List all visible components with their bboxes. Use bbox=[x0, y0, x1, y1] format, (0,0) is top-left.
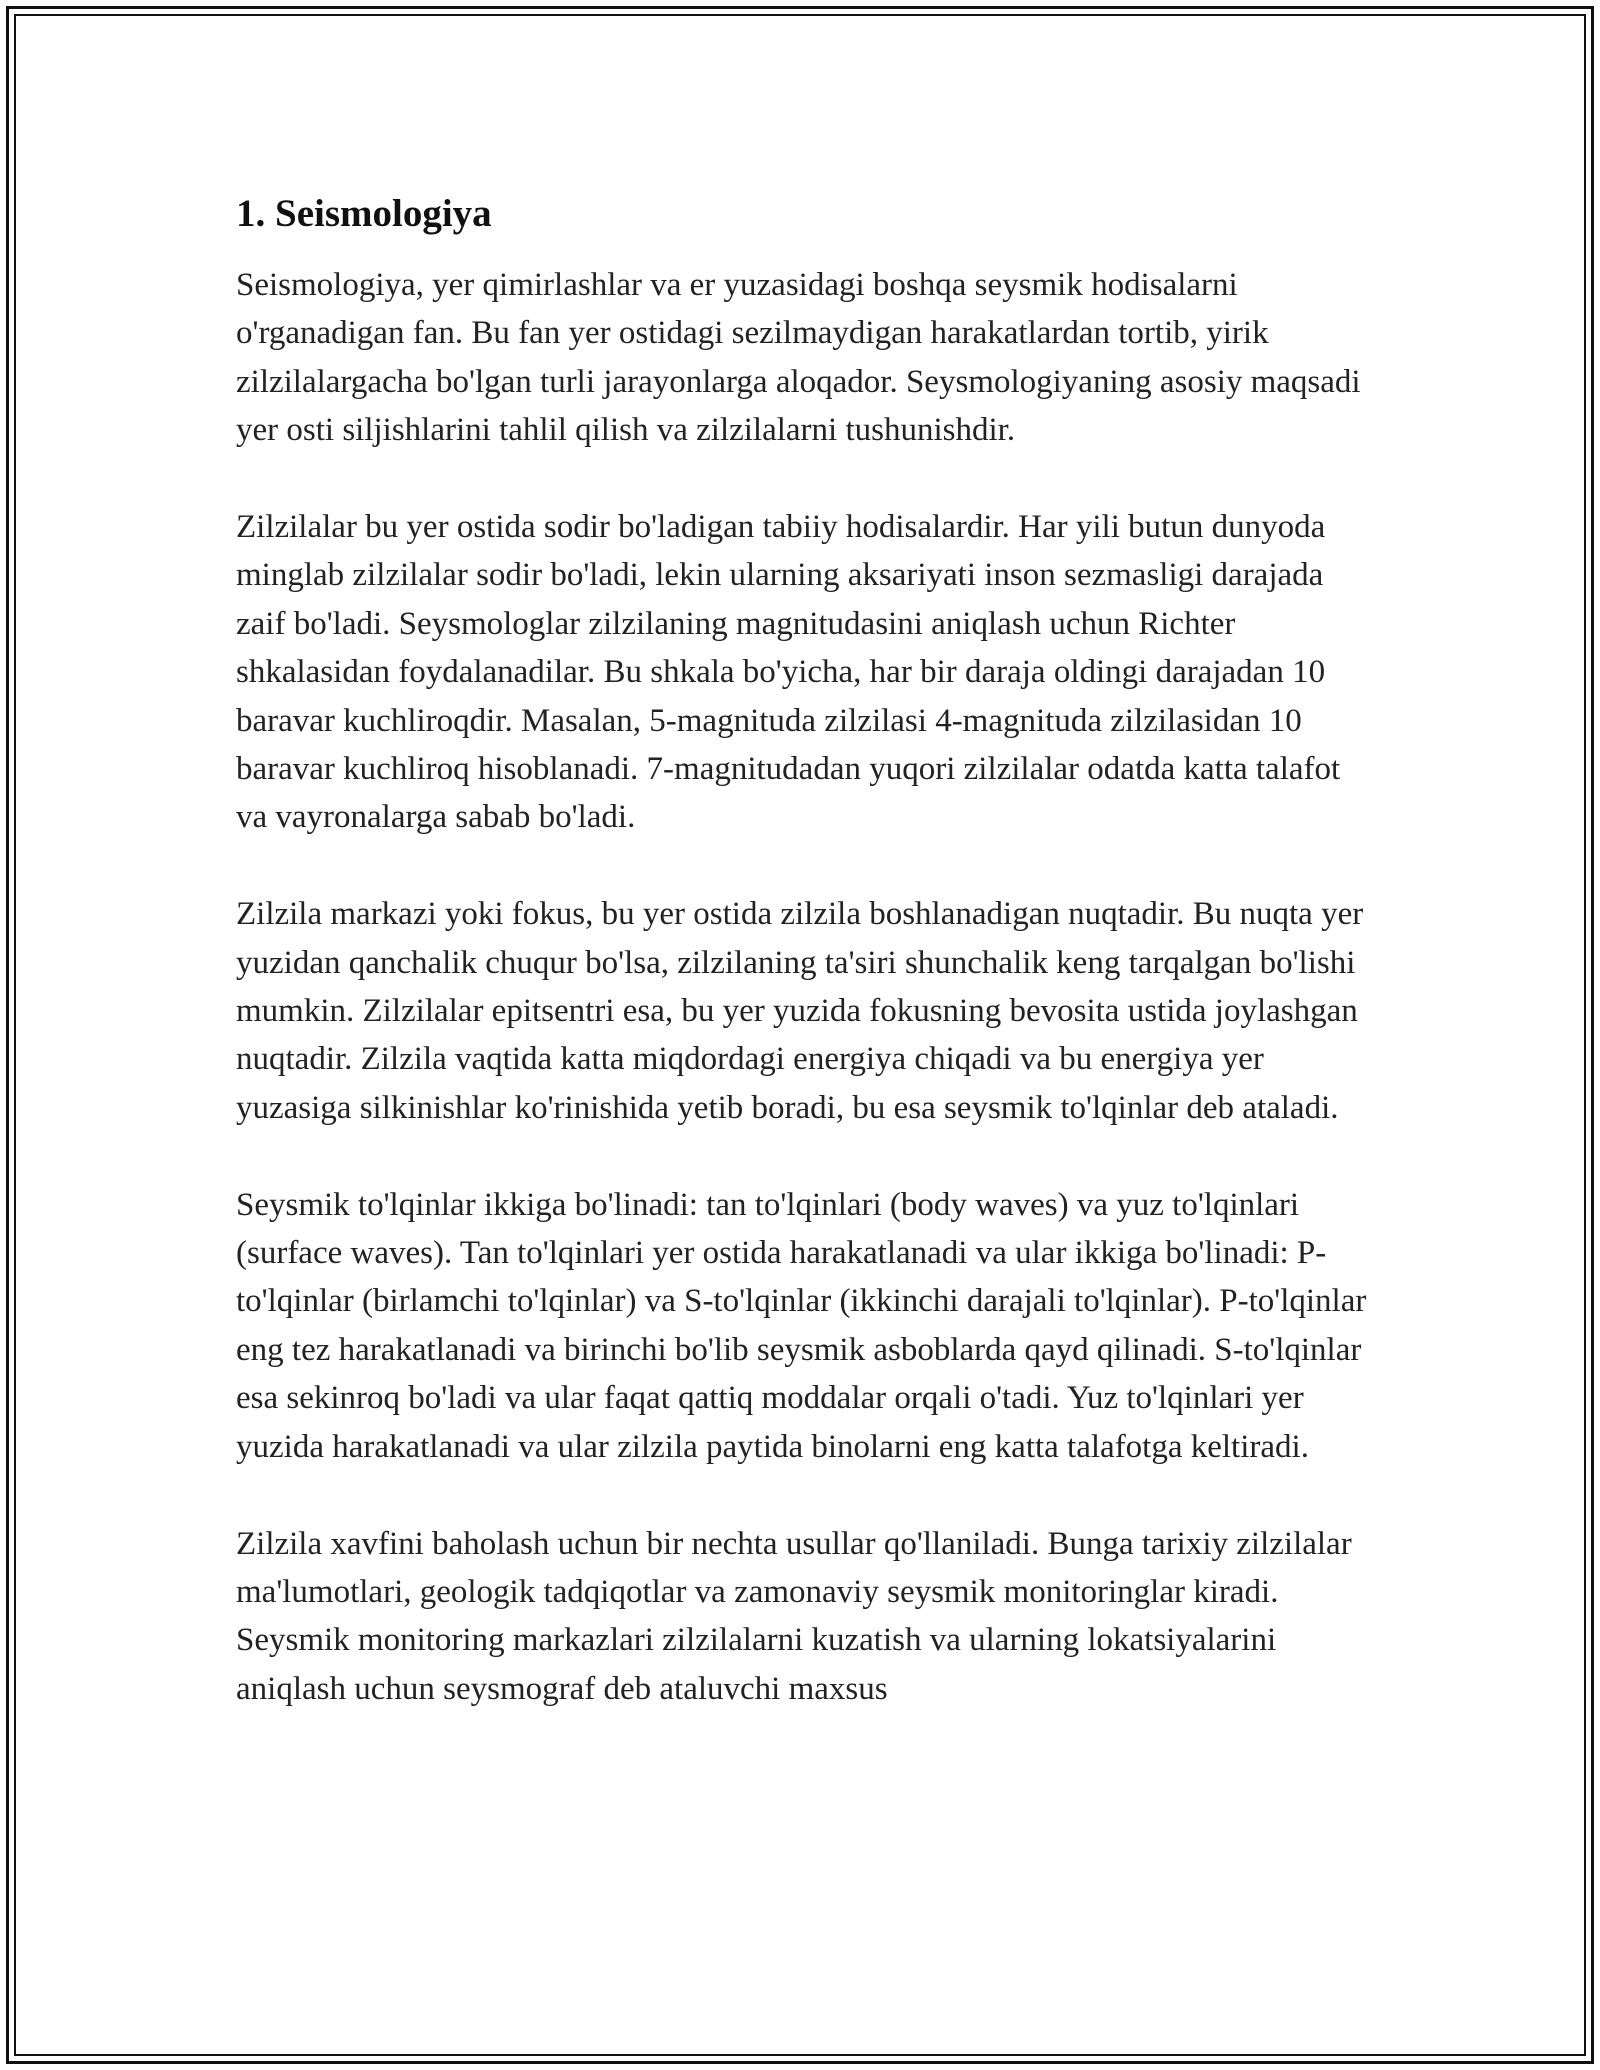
paragraph-risk-assessment: Zilzila xavfini baholash uchun bir nechta usullar qo'llaniladi. Bunga tarixiy zilzilalar ma'lumotlari, geologik tadqiqotlar va zamonaviy seysmik monitoringlar kiradi. Seysmik monitoring markazlari zilzilalarni kuzatish va ularning lokatsiyalarini aniqlash uchun seysmograf deb ataluvchi maxsus bbox=[236, 1525, 1352, 1707]
paragraph-earthquakes: Zilzilalar bu yer ostida sodir bo'ladigan tabiiy hodisalardir. Har yili butun dunyoda minglab zilzilalar sodir bo'ladi, lekin ularning aksariyati inson sezmasligi darajada zaif bo'ladi. Seysmologlar zilzilaning magnitudasini aniqlash uchun Richter shkalasidan foydalanadilar. Bu shkala bo'yicha, har bir daraja oldingi darajadan 10 baravar kuchliroqdir. Masalan, 5-magnituda zilzilasi 4-magnituda zilzilasidan 10 baravar kuchliroq hisoblanadi. 7-magnitudadan yuqori zilzilalar odatda katta talafot va vayronalarga sabab bo'ladi. bbox=[236, 509, 1341, 836]
paragraph-seismic-waves: Seysmik to'lqinlar ikkiga bo'linadi: tan to'lqinlari (body waves) va yuz to'lqinlari (surface waves). Tan to'lqinlari yer ostida harakatlanadi va ular ikkiga bo'linadi: P-to'lqinlar (birlamchi to'lqinlar) va S-to'lqinlar (ikkinchi darajali to'lqinlar). P-to'lqinlar eng tez harakatlanadi va birinchi bo'lib seysmik asboblarda qayd qilinadi. S-to'lqinlar esa sekinroq bo'ladi va ular faqat qattiq moddalar orqali o'tadi. Yuz to'lqinlari yer yuzida harakatlanadi va ular zilzila paytida binolarni eng katta talafotga keltiradi. bbox=[236, 1186, 1367, 1465]
document-body bbox=[236, 186, 1376, 1713]
paragraph-focus-epicenter: Zilzila markazi yoki fokus, bu yer ostida zilzila boshlanadigan nuqtadir. Bu nuqta yer yuzidan qanchalik chuqur bo'lsa, zilzilaning ta'siri shunchalik keng tarqalgan bo'lishi mumkin. Zilzilalar epitsentri esa, bu yer yuzida fokusning bevosita ustida joylashgan nuqtadir. Zilzila vaqtida katta miqdordagi energiya chiqadi va bu energiya yer yuzasiga silkinishlar ko'rinishida yetib boradi, bu esa seysmik to'lqinlar deb ataladi. bbox=[236, 896, 1364, 1126]
paragraph-intro: Seismologiya, yer qimirlashlar va er yuzasidagi boshqa seysmik hodisalarni o'rganadigan fan. Bu fan yer ostidagi sezilmaydigan harakatlardan tortib, yirik zilzilalargacha bo'lgan turli jarayonlarga aloqador. Seysmologiyaning asosiy maqsadi yer osti siljishlarini tahlil qilish va zilzilalarni tushunishdir. bbox=[236, 267, 1361, 449]
section-heading: 1. Seismologiya bbox=[236, 192, 492, 235]
